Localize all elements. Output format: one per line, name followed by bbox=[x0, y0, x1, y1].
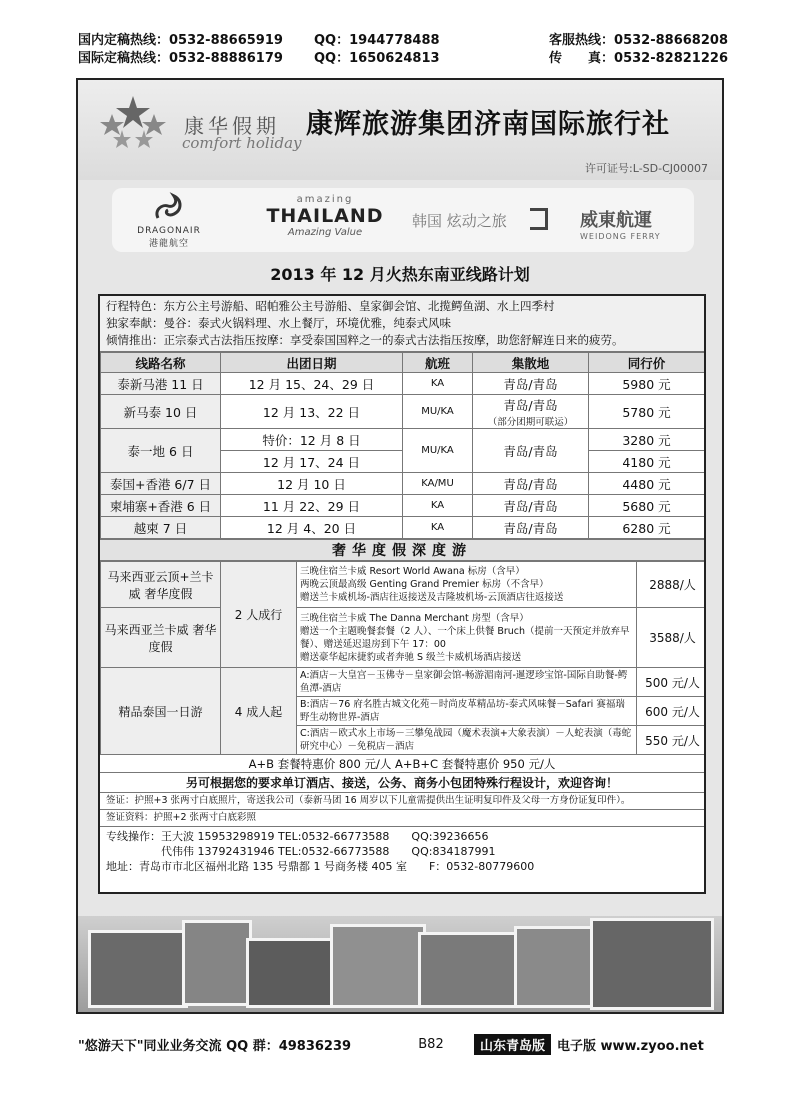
route-table bbox=[100, 352, 705, 539]
dragonair-label: DRAGONAIR bbox=[137, 226, 201, 236]
agency-name: 康辉旅游集团济南国际旅行社 bbox=[306, 109, 670, 140]
domestic-qq: QQ：1944778488 bbox=[314, 33, 440, 48]
route-price: 5680 元 bbox=[589, 495, 705, 517]
advertisement-poster bbox=[76, 78, 724, 1014]
poster-header bbox=[78, 80, 722, 180]
route-row bbox=[101, 495, 705, 517]
intl-qq: QQ：1650624813 bbox=[314, 51, 440, 66]
intl-hotline: 国际定稿热线：0532-88886179 bbox=[78, 51, 283, 66]
contact-line: 专线操作：王大波 15953298919 TEL:0532-66773588 QQ:39236656 bbox=[106, 830, 489, 843]
footer bbox=[78, 1034, 722, 1055]
route-row bbox=[101, 517, 705, 539]
route-row bbox=[101, 395, 705, 429]
route-price: 5780 元 bbox=[589, 395, 705, 429]
beach-photo bbox=[514, 926, 594, 1008]
hotlines bbox=[78, 32, 728, 68]
route-name: 泰一地 6 日 bbox=[101, 429, 221, 473]
amazing-thailand-logo bbox=[260, 194, 390, 238]
page-number: B82 bbox=[418, 1037, 444, 1052]
package-name: 精品泰国一日游 bbox=[101, 668, 221, 755]
luxury-row bbox=[101, 608, 707, 668]
contact-block bbox=[100, 827, 704, 876]
package-desc bbox=[297, 608, 637, 668]
route-name: 新马泰 10 日 bbox=[101, 395, 221, 429]
package-price: 2888/人 bbox=[637, 562, 707, 608]
package-name: 马来西亚云顶+兰卡威 奢华度假 bbox=[101, 562, 221, 608]
route-dates: 12 月 13、22 日 bbox=[221, 395, 403, 429]
route-dates: 12 月 15、24、29 日 bbox=[221, 373, 403, 395]
weidong-ferry-logo bbox=[580, 206, 661, 241]
route-dates: 12 月 10 日 bbox=[221, 473, 403, 495]
route-hub: 青岛/青岛 bbox=[473, 517, 589, 539]
route-name: 越柬 7 日 bbox=[101, 517, 221, 539]
pagoda-photo bbox=[590, 918, 714, 1010]
option-price: 550 元/人 bbox=[637, 726, 707, 755]
route-dates: 特价：12 月 8 日 bbox=[221, 429, 403, 451]
route-price: 6280 元 bbox=[589, 517, 705, 539]
route-flight: KA bbox=[403, 373, 473, 395]
visa-docs-note: 签证资料：护照+2 张两寸白底彩照 bbox=[100, 810, 704, 827]
ferry-cn: 威東航運 bbox=[580, 210, 652, 231]
itinerary-panel bbox=[98, 294, 706, 894]
option-price: 600 元/人 bbox=[637, 697, 707, 726]
luxury-row bbox=[101, 668, 707, 697]
col-route-name: 线路名称 bbox=[101, 353, 221, 373]
route-hub: 青岛/青岛 bbox=[473, 429, 589, 473]
feature-item: 独家奉献：曼谷：泰式火锅料理、水上餐厅，环境优雅，纯泰式风味 bbox=[106, 316, 451, 330]
route-name: 柬埔寨+香港 6 日 bbox=[101, 495, 221, 517]
korea-tour-mark-icon bbox=[530, 208, 548, 230]
route-flight: MU/KA bbox=[403, 395, 473, 429]
feature-item: 倾情推出：正宗泰式古法指压按摩：享受泰国国粹之一的泰式古法指压按摩，助您舒解连日来的疲劳。 bbox=[106, 333, 624, 347]
route-flight: KA bbox=[403, 495, 473, 517]
route-price: 3280 元 bbox=[589, 429, 705, 451]
route-hub: 青岛/青岛 bbox=[473, 495, 589, 517]
option-desc: C:酒店－欧式水上市场－三攀兔战园（魔术表演+大象表演）－人蛇表演（毒蛇研究中心）－免税店－酒店 bbox=[297, 726, 637, 755]
luxury-section-title: 奢华度假深度游 bbox=[100, 539, 704, 561]
route-dates: 12 月 17、24 日 bbox=[221, 451, 403, 473]
option-price: 500 元/人 bbox=[637, 668, 707, 697]
route-row bbox=[101, 429, 705, 451]
luxury-table bbox=[100, 561, 706, 755]
feature-item: 行程特色：东方公主号游船、昭帕雅公主号游船、皇家御会馆、北揽鳄鱼湖、水上四季村 bbox=[106, 299, 555, 313]
website-link[interactable]: 电子版 www.zyoo.net bbox=[557, 1039, 704, 1054]
route-price: 5980 元 bbox=[589, 373, 705, 395]
korea-tour-text: 韩国 炫动之旅 bbox=[412, 212, 507, 230]
package-name: 马来西亚兰卡威 奢华度假 bbox=[101, 608, 221, 668]
luxury-row bbox=[101, 562, 707, 608]
option-desc: A:酒店－大皇宫－玉佛寺－皇家御会馆-畅游湄南河-暹逻珍宝馆-国际自助餐-鳄鱼潭-酒店 bbox=[297, 668, 637, 697]
feature-list bbox=[100, 296, 704, 352]
thailand-text: THAILAND bbox=[266, 205, 384, 227]
route-price: 4480 元 bbox=[589, 473, 705, 495]
package-group-size: 2 人成行 bbox=[221, 562, 297, 668]
route-flight: MU/KA bbox=[403, 429, 473, 473]
contact-line: 代伟伟 13792431946 TEL:0532-66773588 QQ:834187991 bbox=[106, 845, 496, 858]
edition-badge: 山东青岛版 bbox=[474, 1034, 551, 1055]
route-header-row bbox=[101, 353, 705, 373]
partner-logos bbox=[112, 188, 694, 252]
col-hub: 集散地 bbox=[473, 353, 589, 373]
col-price: 同行价 bbox=[589, 353, 705, 373]
option-desc: B:酒店－76 府名胜古城文化苑－时尚皮革精品坊-泰式风味餐－Safari 赛福瑞野生动物世界-酒店 bbox=[297, 697, 637, 726]
visa-note: 签证：护照+3 张两寸白底照片，寄送我公司（泰新马团 16 周岁以下儿童需提供出生证明复印件及父母一方身份证复印件）。 bbox=[100, 793, 704, 810]
bay-photo bbox=[330, 924, 426, 1008]
route-dates: 12 月 4、20 日 bbox=[221, 517, 403, 539]
package-desc-text: 三晚住宿兰卡威 The Danna Merchant 房型（含早） 赠送一个主题晚餐套餐（2 人）、一个床上供餐 Bruch（提前一天预定并放弃早餐）、赠送延迟退房到下午 17：00 赠送豪华起床捷豹或者奔驰 S 级兰卡威机场酒店接送 bbox=[300, 612, 630, 663]
star-logo-icon bbox=[98, 92, 168, 152]
combo-price: A+B 套餐特惠价 800 元/人 A+B+C 套餐特惠价 950 元/人 bbox=[100, 755, 704, 773]
route-hub-note: （部分团期可联运） bbox=[487, 416, 574, 428]
route-flight: KA/MU bbox=[403, 473, 473, 495]
route-hub: 青岛/青岛 bbox=[473, 373, 589, 395]
route-row bbox=[101, 473, 705, 495]
col-flight: 航班 bbox=[403, 353, 473, 373]
package-desc-text: 三晚住宿兰卡威 Resort World Awana 标房（含早） 两晚云顶最高级 Genting Grand Premier 标房（不含早） 赠送兰卡威机场-酒店往返接送及吉隆坡机场-云顶酒店往返接送 bbox=[300, 566, 564, 603]
dragonair-label-cn: 港龍航空 bbox=[148, 239, 189, 249]
dragon-icon bbox=[152, 192, 186, 222]
route-name: 泰新马港 11 日 bbox=[101, 373, 221, 395]
route-row bbox=[101, 373, 705, 395]
route-hub-cell bbox=[473, 395, 589, 429]
address-line: 地址：青岛市市北区福州北路 135 号鼎都 1 号商务楼 405 室 F：0532-80779600 bbox=[106, 860, 535, 873]
amazing-value-text: Amazing Value bbox=[287, 227, 363, 238]
license-number: 许可证号:L-SD-CJ00007 bbox=[585, 162, 708, 175]
brand-chinese: 康华假期 bbox=[184, 114, 280, 138]
fax: 传 真：0532-82821226 bbox=[549, 51, 728, 66]
package-group-size: 4 成人起 bbox=[221, 668, 297, 755]
boat-photo bbox=[418, 932, 518, 1008]
brand-english: comfort holiday bbox=[182, 134, 302, 152]
col-departure: 出团日期 bbox=[221, 353, 403, 373]
route-name: 泰国+香港 6/7 日 bbox=[101, 473, 221, 495]
package-price: 3588/人 bbox=[637, 608, 707, 668]
island-photo bbox=[246, 938, 336, 1008]
custom-service-note: 另可根据您的要求单订酒店、接送，公务、商务小包团特殊行程设计，欢迎咨询！ bbox=[100, 773, 704, 793]
ferry-en: WEIDONG FERRY bbox=[580, 232, 661, 241]
route-dates: 11 月 22、29 日 bbox=[221, 495, 403, 517]
photo-collage bbox=[78, 916, 722, 1014]
route-flight: KA bbox=[403, 517, 473, 539]
plan-title: 2013 年 12 月火热东南亚线路计划 bbox=[270, 265, 530, 284]
service-hotline: 客服热线：0532-88668208 bbox=[549, 33, 728, 48]
statue-photo bbox=[182, 920, 252, 1006]
amazing-text: amazing bbox=[296, 194, 354, 205]
footer-qq-group: "悠游天下"同业业务交流 QQ 群：49836239 bbox=[78, 1039, 352, 1054]
route-hub: 青岛/青岛 bbox=[503, 397, 558, 413]
dragonair-logo bbox=[134, 192, 204, 249]
route-hub: 青岛/青岛 bbox=[473, 473, 589, 495]
route-price: 4180 元 bbox=[589, 451, 705, 473]
temple-photo bbox=[88, 930, 188, 1008]
domestic-hotline: 国内定稿热线：0532-88665919 bbox=[78, 33, 283, 48]
package-desc bbox=[297, 562, 637, 608]
